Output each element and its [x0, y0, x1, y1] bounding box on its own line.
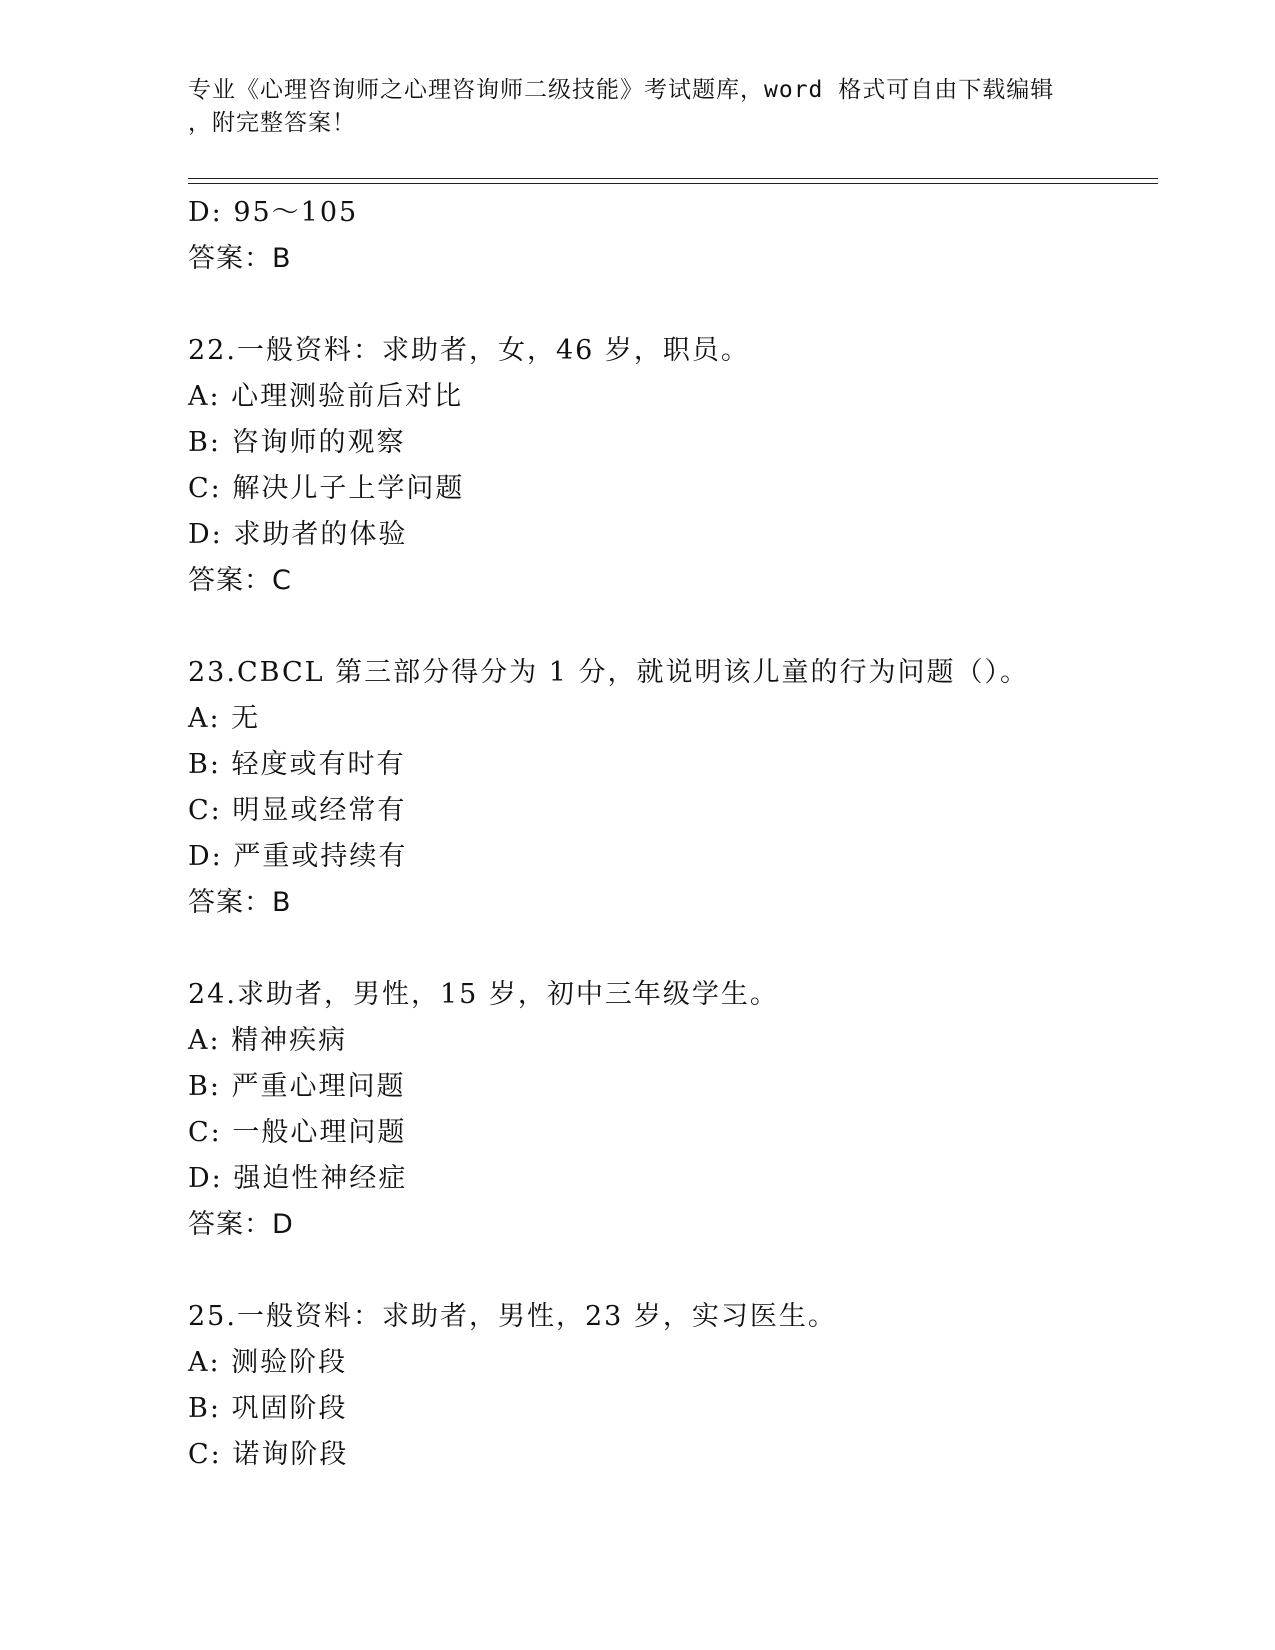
question-22: 22.一般资料：求助者，女，46 岁，职员。	[188, 335, 750, 366]
q23-option-a: A: 无	[188, 703, 261, 734]
q24-answer: 答案：D	[188, 1209, 294, 1240]
header-divider-top	[188, 178, 1158, 179]
q24-option-a: A: 精神疾病	[188, 1025, 348, 1056]
question-23: 23.CBCL 第三部分得分为 1 分，就说明该儿童的行为问题（）。	[188, 657, 1029, 688]
q22-answer: 答案：C	[188, 565, 292, 596]
document-header	[188, 74, 1088, 140]
q24-option-c: C: 一般心理问题	[188, 1117, 407, 1148]
q22-option-a: A: 心理测验前后对比	[188, 381, 464, 412]
option-d: D: 95～105	[188, 197, 359, 228]
q24-option-d: D: 强迫性神经症	[188, 1163, 408, 1194]
question-24: 24.求助者，男性，15 岁，初中三年级学生。	[188, 979, 779, 1010]
header-title-line-continued: ，附完整答案！	[188, 110, 356, 136]
spacer	[188, 604, 1168, 650]
spacer	[188, 926, 1168, 972]
spacer	[188, 1248, 1168, 1294]
q25-option-c: C: 诺询阶段	[188, 1439, 349, 1470]
header-divider-bottom	[188, 183, 1158, 184]
question-list	[188, 190, 1168, 1478]
q22-option-b: B: 咨询师的观察	[188, 427, 406, 458]
q22-option-d: D: 求助者的体验	[188, 519, 408, 550]
header-title-line: 专业《心理咨询师之心理咨询师二级技能》考试题库，word 格式可自由下载编辑	[188, 77, 1055, 103]
q25-option-b: B: 巩固阶段	[188, 1393, 348, 1424]
q23-option-b: B: 轻度或有时有	[188, 749, 406, 780]
question-25: 25.一般资料：求助者，男性，23 岁，实习医生。	[188, 1301, 837, 1332]
q24-option-b: B: 严重心理问题	[188, 1071, 406, 1102]
q22-option-c: C: 解决儿子上学问题	[188, 473, 465, 504]
q23-option-d: D: 严重或持续有	[188, 841, 408, 872]
q23-answer: 答案：B	[188, 887, 292, 918]
answer-line: 答案：B	[188, 243, 292, 274]
q23-option-c: C: 明显或经常有	[188, 795, 407, 826]
q25-option-a: A: 测验阶段	[188, 1347, 348, 1378]
spacer	[188, 282, 1168, 328]
